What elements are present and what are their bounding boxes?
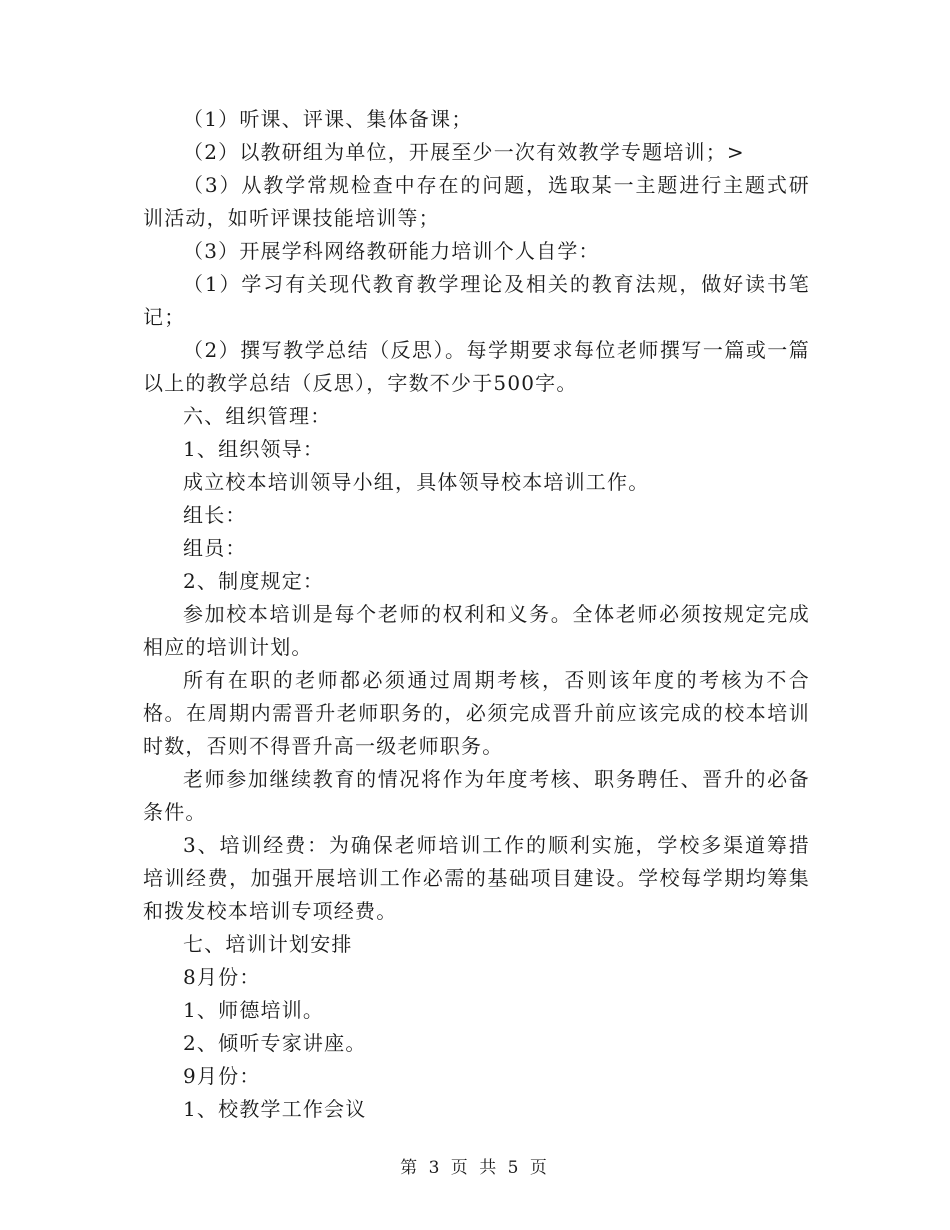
paragraph: 8月份：: [183, 965, 261, 989]
paragraph: （2）以教研组为单位，开展至少一次有效教学专题培训；>: [183, 140, 745, 164]
paragraph: 9月份：: [183, 1064, 261, 1088]
paragraph: （2）撰写教学总结（反思）。每学期要求每位老师撰写一篇或一篇以上的教学总结（反思），字数不少于500字。: [143, 338, 810, 395]
paragraph: （3）从教学常规检查中存在的问题，选取某一主题进行主题式研训活动，如听评课技能培训等；: [143, 173, 810, 230]
paragraph: 老师参加继续教育的情况将作为年度考核、职务聘任、晋升的必备条件。: [143, 767, 810, 824]
document-body: [143, 103, 810, 1126]
paragraph: 所有在职的老师都必须通过周期考核，否则该年度的考核为不合格。在周期内需晋升老师职务的，必须完成晋升前应该完成的校本培训时数，否则不得晋升高一级老师职务。: [143, 668, 810, 758]
subsection-heading: 1、组织领导：: [183, 437, 325, 461]
paragraph: 参加校本培训是每个老师的权利和义务。全体老师必须按规定完成相应的培训计划。: [143, 602, 810, 659]
paragraph: 组长：: [183, 503, 247, 527]
paragraph: （1）听课、评课、集体备课；: [183, 107, 473, 131]
paragraph: 3、培训经费：为确保老师培训工作的顺利实施，学校多渠道筹措培训经费，加强开展培训工作必需的基础项目建设。学校每学期均筹集和拨发校本培训专项经费。: [143, 833, 810, 923]
paragraph: 1、校教学工作会议: [183, 1097, 367, 1121]
paragraph: （1）学习有关现代教育教学理论及相关的教育法规，做好读书笔记；: [143, 272, 810, 329]
subsection-heading: 2、制度规定：: [183, 569, 325, 593]
paragraph: 1、师德培训。: [183, 998, 325, 1022]
paragraph: （3）开展学科网络教研能力培训个人自学：: [183, 239, 600, 263]
section-heading: 六、组织管理：: [183, 404, 332, 428]
paragraph: 组员：: [183, 536, 247, 560]
paragraph: 2、倾听专家讲座。: [183, 1031, 367, 1055]
section-heading: 七、培训计划安排: [183, 932, 353, 956]
paragraph: 成立校本培训领导小组，具体领导校本培训工作。: [183, 470, 650, 494]
page-number-footer: 第 3 页 共 5 页: [400, 1158, 550, 1178]
